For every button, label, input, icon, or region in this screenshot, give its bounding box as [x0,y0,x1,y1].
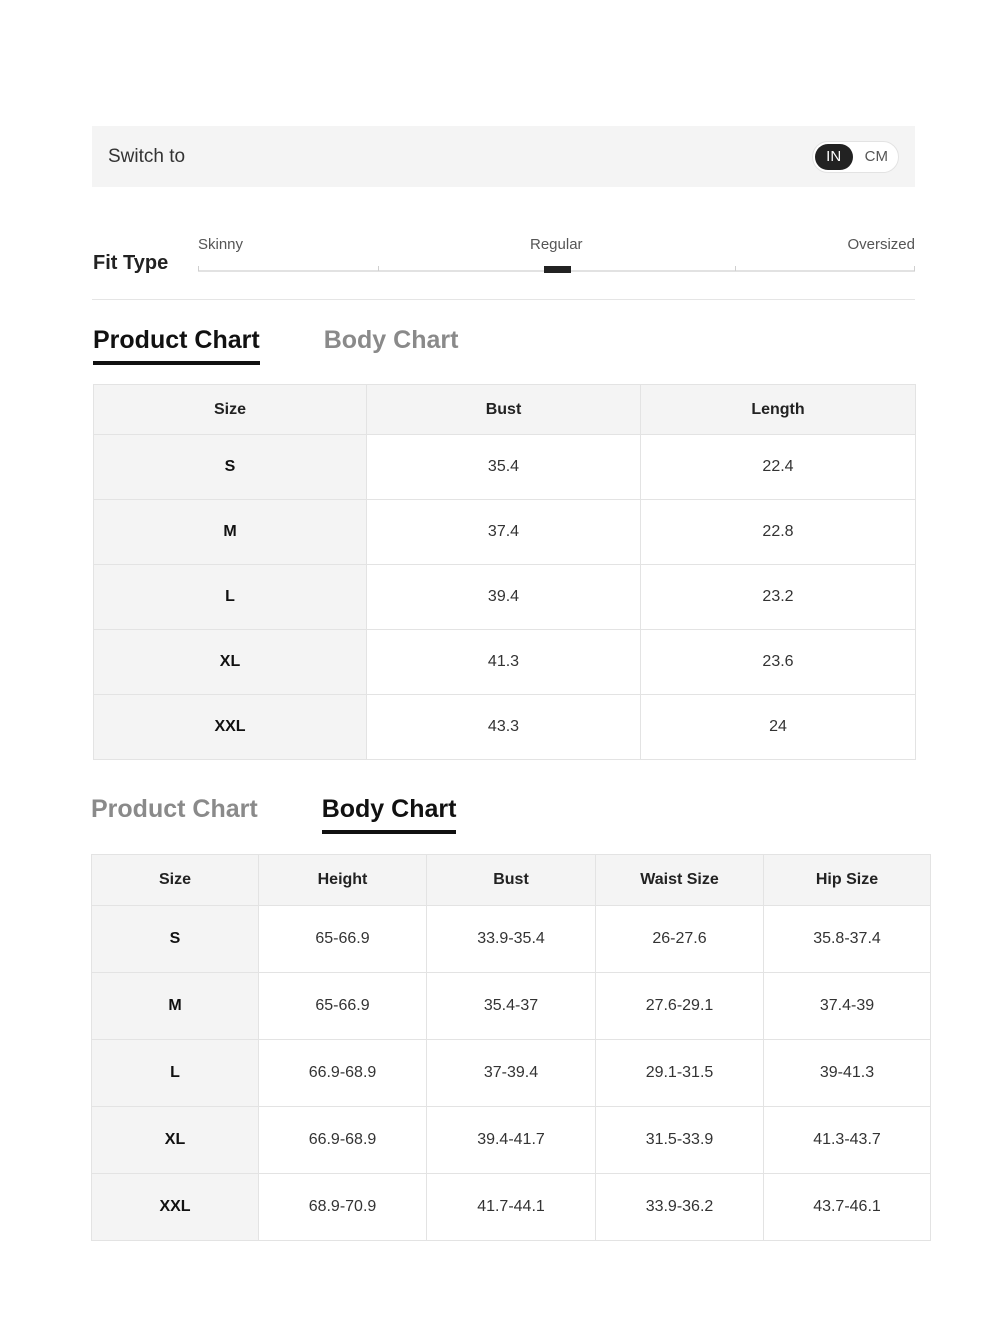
size-cell: M [94,500,367,565]
table-row [94,500,916,565]
size-cell: XXL [94,695,367,760]
hip-cell: 35.8-37.4 [764,906,931,973]
unit-switch-bar [92,126,915,187]
table-row [92,1174,931,1241]
fit-selected-marker [544,266,571,273]
table-row [92,1040,931,1107]
column-header-size: Size [94,385,367,435]
fit-type-scale [198,236,915,276]
waist-cell: 29.1-31.5 [596,1040,764,1107]
fit-scale-tick [914,266,915,271]
table-row [94,435,916,500]
waist-cell: 27.6-29.1 [596,973,764,1040]
fit-scale-tick [735,266,736,271]
length-cell: 23.2 [641,565,916,630]
tab-product-chart[interactable]: Product Chart [91,795,258,823]
hip-cell: 41.3-43.7 [764,1107,931,1174]
table-header-row [92,855,931,906]
table-row [94,630,916,695]
size-cell: M [92,973,259,1040]
length-cell: 22.8 [641,500,916,565]
fit-type-label: Fit Type [93,252,169,274]
column-header-waist-size: Waist Size [596,855,764,906]
size-cell: XXL [92,1174,259,1241]
hip-cell: 39-41.3 [764,1040,931,1107]
switch-label: Switch to [108,145,186,167]
bust-cell: 41.7-44.1 [427,1174,596,1241]
waist-cell: 31.5-33.9 [596,1107,764,1174]
size-cell: L [92,1040,259,1107]
size-cell: S [92,906,259,973]
tab-body-chart[interactable]: Body Chart [322,795,457,834]
table-row [94,695,916,760]
bust-cell: 39.4-41.7 [427,1107,596,1174]
size-cell: XL [92,1107,259,1174]
chart-tabs-product [93,326,458,365]
chart-tabs-body [91,795,456,834]
tab-product-chart[interactable]: Product Chart [93,326,260,365]
table-row [92,906,931,973]
unit-toggle[interactable] [812,141,899,173]
column-header-bust: Bust [427,855,596,906]
fit-scale-tick [378,266,379,271]
size-cell: XL [94,630,367,695]
hip-cell: 37.4-39 [764,973,931,1040]
table-row [94,565,916,630]
bust-cell: 41.3 [367,630,641,695]
bust-cell: 37-39.4 [427,1040,596,1107]
bust-cell: 35.4 [367,435,641,500]
column-header-bust: Bust [367,385,641,435]
column-header-height: Height [259,855,427,906]
table-header-row [94,385,916,435]
fit-scale-oversized: Oversized [847,236,915,253]
bust-cell: 33.9-35.4 [427,906,596,973]
column-header-hip-size: Hip Size [764,855,931,906]
body-size-table [91,854,931,1241]
bust-cell: 39.4 [367,565,641,630]
tab-body-chart[interactable]: Body Chart [323,326,459,354]
height-cell: 66.9-68.9 [259,1107,427,1174]
bust-cell: 43.3 [367,695,641,760]
product-size-table [93,384,916,760]
height-cell: 65-66.9 [259,973,427,1040]
table-row [92,1107,931,1174]
unit-option-in[interactable]: IN [815,144,853,170]
hip-cell: 43.7-46.1 [764,1174,931,1241]
column-header-length: Length [641,385,916,435]
height-cell: 68.9-70.9 [259,1174,427,1241]
bust-cell: 35.4-37 [427,973,596,1040]
table-row [92,973,931,1040]
unit-option-cm[interactable]: CM [864,148,888,165]
fit-scale-skinny: Skinny [198,236,244,253]
size-cell: S [94,435,367,500]
size-cell: L [94,565,367,630]
height-cell: 65-66.9 [259,906,427,973]
height-cell: 66.9-68.9 [259,1040,427,1107]
section-divider [92,299,915,300]
bust-cell: 37.4 [367,500,641,565]
fit-scale-tick [198,266,199,271]
fit-scale-regular: Regular [530,236,583,253]
length-cell: 23.6 [641,630,916,695]
waist-cell: 33.9-36.2 [596,1174,764,1241]
length-cell: 22.4 [641,435,916,500]
length-cell: 24 [641,695,916,760]
column-header-size: Size [92,855,259,906]
waist-cell: 26-27.6 [596,906,764,973]
